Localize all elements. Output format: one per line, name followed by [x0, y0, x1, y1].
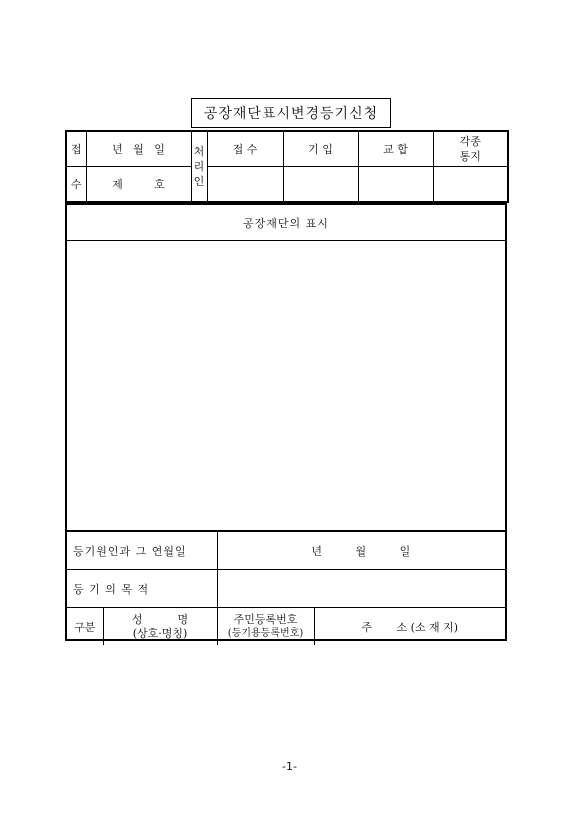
processor-label-3: 인	[193, 175, 205, 188]
processor-label-2: 리	[193, 160, 205, 173]
name-header-2: (상호·명칭)	[132, 626, 188, 640]
name-header	[103, 608, 217, 646]
display-header: 공장재단의 표시	[67, 205, 505, 241]
receipt-table	[65, 130, 509, 203]
gubun-header: 구분	[67, 608, 103, 646]
regno-header	[217, 608, 314, 646]
receipt-number: 제 호	[86, 167, 191, 203]
notice-header	[433, 131, 508, 167]
cause-date: 년 월 일	[217, 532, 505, 570]
document-title: 공장재단표시변경등기신청	[191, 98, 391, 128]
cause-label: 등기원인과 그 연월일	[67, 532, 217, 570]
receipt-date: 년 월 일	[86, 131, 191, 167]
processor-label-1: 처	[193, 145, 205, 158]
name-header-1: 성 명	[131, 612, 189, 626]
jeopsu-header: 접 수	[207, 131, 283, 167]
page-number: -1-	[282, 760, 297, 773]
regno-header-2: (등기용등록번호)	[227, 627, 304, 639]
display-content-area	[67, 241, 505, 531]
notice-cell	[433, 167, 508, 203]
registration-table	[67, 531, 505, 645]
regno-header-1: 주민등록번호	[233, 612, 298, 626]
jeopsu-cell	[207, 167, 283, 203]
gyohap-header: 교 합	[358, 131, 433, 167]
notice-header-2: 통지	[459, 150, 481, 163]
purpose-value	[217, 570, 505, 608]
purpose-label: 등 기 의 목 적	[67, 570, 217, 608]
factory-foundation-section	[65, 203, 507, 641]
receipt-label-jeop: 접	[66, 131, 86, 167]
gyohap-cell	[358, 167, 433, 203]
processor-label	[191, 131, 207, 202]
giip-header: 기 입	[283, 131, 358, 167]
notice-header-1: 각종	[459, 135, 481, 148]
address-header: 주 소 (소 재 지)	[314, 608, 505, 646]
receipt-label-su: 수	[66, 167, 86, 203]
giip-cell	[283, 167, 358, 203]
